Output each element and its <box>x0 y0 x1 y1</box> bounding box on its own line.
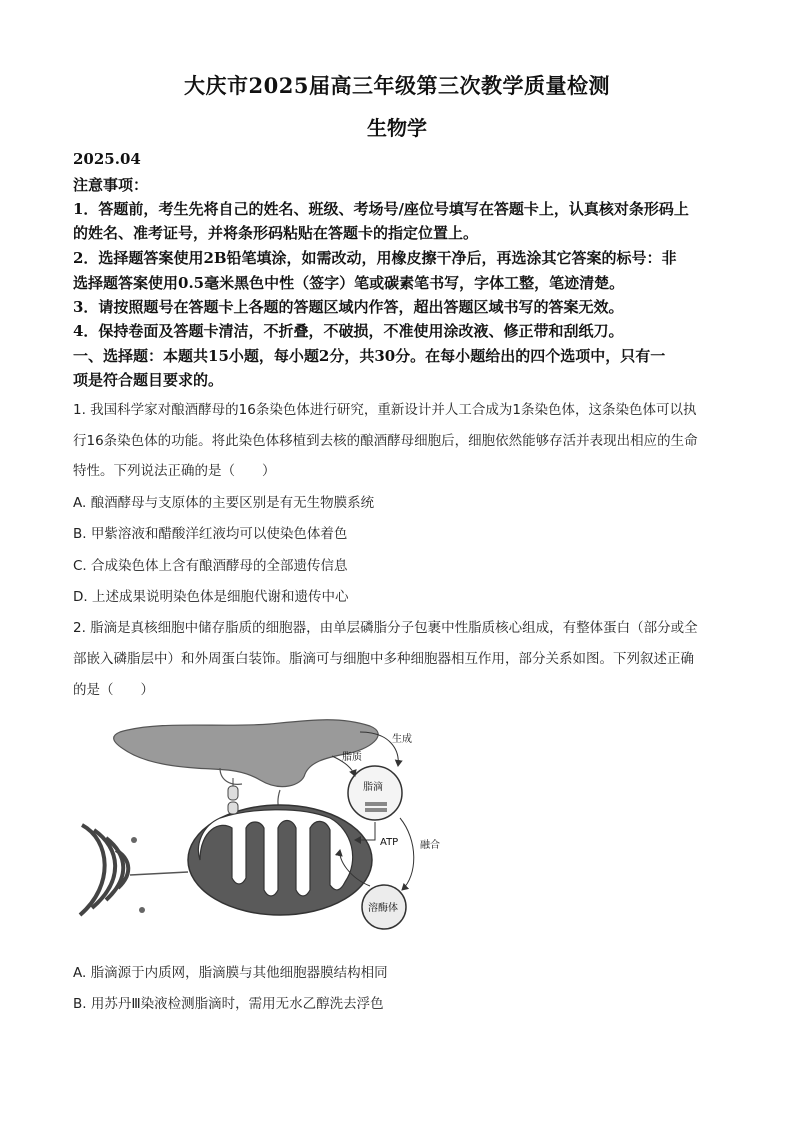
q1-stem: 特性。下列说法正确的是（ ） <box>73 463 276 479</box>
q2-option-a: A. 脂滴源于内质网，脂滴膜与其他细胞器膜结构相同 <box>73 965 388 981</box>
lipid-droplet <box>348 766 402 820</box>
section-heading: 一、选择题：本题共15小题，每小题2分，共30分。在每小题给出的四个选项中，只有一 <box>73 347 666 365</box>
exam-date: 2025.04 <box>73 150 141 168</box>
q2-stem: 的是（ ） <box>73 682 154 698</box>
q2-option-b: B. 用苏丹Ⅲ染液检测脂滴时，需用无水乙醇洗去浮色 <box>73 996 384 1012</box>
q2-stem: 2. 脂滴是真核细胞中储存脂质的细胞器，由单层磷脂分子包裹中性脂质核心组成，有整体蛋白（部分或全 <box>73 620 698 636</box>
notice-line: 的姓名、准考证号，并将条形码粘贴在答题卡的指定位置上。 <box>73 224 479 242</box>
exam-title: 大庆市2025届高三年级第三次教学质量检测 <box>184 73 610 98</box>
golgi-apparatus <box>80 825 128 915</box>
q1-option-d: D. 上述成果说明染色体是细胞代谢和遗传中心 <box>73 589 349 605</box>
label-lipid: 脂质 <box>342 752 362 763</box>
label-generate: 生成 <box>392 734 412 745</box>
label-fusion: 融合 <box>420 840 440 851</box>
label-lipid-droplet: 脂滴 <box>363 782 383 793</box>
notice-heading: 注意事项： <box>73 176 149 194</box>
subject-title: 生物学 <box>367 116 427 140</box>
q1-stem: 1. 我国科学家对酿酒酵母的16条染色体进行研究，重新设计并人工合成为1条染色体，这条染色体可以执 <box>73 402 697 418</box>
label-lysosome: 溶酶体 <box>368 903 398 914</box>
notice-line: 1．答题前，考生先将自己的姓名、班级、考场号/座位号填写在答题卡上，认真核对条形码上 <box>73 200 689 218</box>
organelle-diagram <box>70 710 450 945</box>
notice-line: 3．请按照题号在答题卡上各题的答题区域内作答，超出答题区域书写的答案无效。 <box>73 298 624 316</box>
notice-line: 2．选择题答案使用2B铅笔填涂，如需改动，用橡皮擦干净后，再选涂其它答案的标号：非 <box>73 249 677 267</box>
q1-option-b: B. 甲紫溶液和醋酸洋红液均可以使染色体着色 <box>73 526 348 542</box>
mitochondrion <box>188 805 372 915</box>
q1-stem: 行16条染色体的功能。将此染色体移植到去核的酿酒酵母细胞后，细胞依然能够存活并表现出相应的生命 <box>73 433 698 449</box>
endoplasmic-reticulum <box>114 720 378 787</box>
q1-option-c: C. 合成染色体上含有酿酒酵母的全部遗传信息 <box>73 558 348 574</box>
notice-line: 4．保持卷面及答题卡清洁，不折叠，不破损，不准使用涂改液、修正带和刮纸刀。 <box>73 322 624 340</box>
q2-stem: 部嵌入磷脂层中）和外周蛋白装饰。脂滴可与细胞中多种细胞器相互作用，部分关系如图。下列叙述正确 <box>73 651 694 667</box>
notice-line: 选择题答案使用0.5毫米黑色中性（签字）笔或碳素笔书写，字体工整，笔迹清楚。 <box>73 274 625 292</box>
q1-option-a: A. 酿酒酵母与支原体的主要区别是有无生物膜系统 <box>73 495 375 511</box>
section-heading-cont: 项是符合题目要求的。 <box>73 371 224 389</box>
label-atp: ATP <box>380 837 399 848</box>
